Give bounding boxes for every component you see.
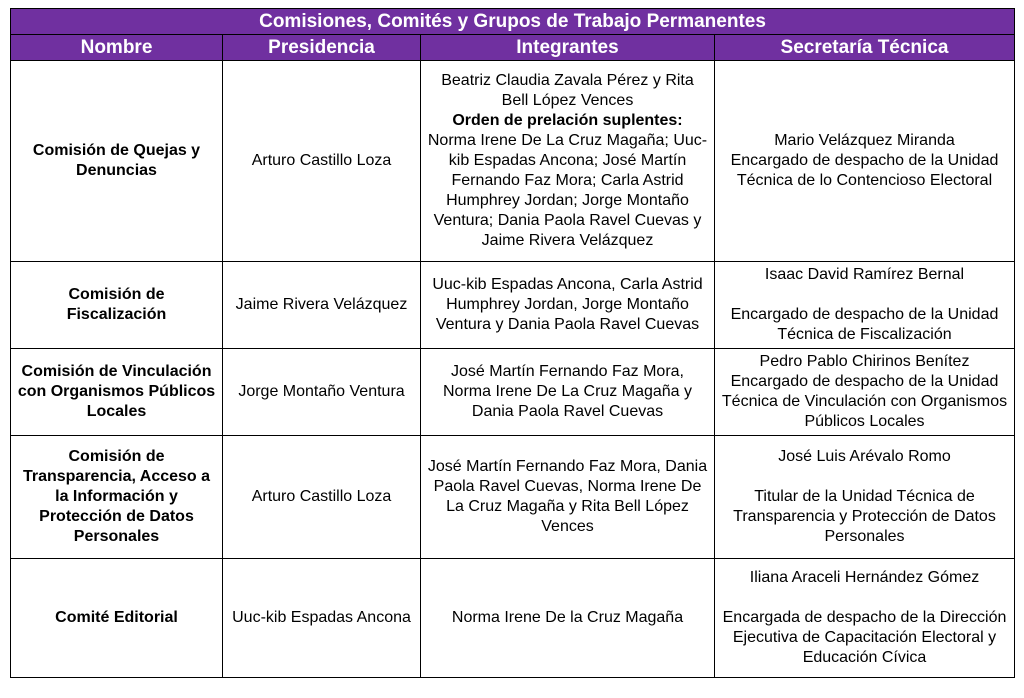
table-row <box>11 559 1015 678</box>
row-secretaria <box>715 436 1015 559</box>
row-secretaria <box>715 559 1015 678</box>
row-secretaria <box>715 262 1015 349</box>
header-presidencia: Presidencia <box>223 35 421 61</box>
header-secretaria-tecnica: Secretaría Técnica <box>715 35 1015 61</box>
header-integrantes: Integrantes <box>421 35 715 61</box>
secretaria-cargo: Encargada de despacho de la Dirección Ejecutiva de Capacitación Electoral y Educación Cívica <box>722 609 1007 666</box>
secretaria-nombre: Iliana Araceli Hernández Gómez <box>749 569 980 586</box>
row-nombre: Comité Editorial <box>11 559 223 678</box>
integrantes-titulares: Beatriz Claudia Zavala Pérez y Rita Bell López Vences <box>441 72 694 109</box>
secretaria-cargo: Encargado de despacho de la Unidad Técnica de lo Contencioso Electoral <box>730 152 999 189</box>
row-nombre: Comisión de Transparencia, Acceso a la Información y Protección de Datos Personales <box>11 436 223 559</box>
table-row <box>11 436 1015 559</box>
row-secretaria <box>715 349 1015 436</box>
secretaria-cargo: Titular de la Unidad Técnica de Transparencia y Protección de Datos Personales <box>733 488 996 545</box>
table-title: Comisiones, Comités y Grupos de Trabajo Permanentes <box>11 9 1015 35</box>
secretaria-cargo: Encargado de despacho de la Unidad Técnica de Vinculación con Organismos Públicos Locales <box>721 373 1008 430</box>
header-nombre: Nombre <box>11 35 223 61</box>
row-secretaria <box>715 61 1015 262</box>
row-presidencia: Uuc-kib Espadas Ancona <box>223 559 421 678</box>
commissions-table <box>10 8 1015 678</box>
secretaria-nombre: Isaac David Ramírez Bernal <box>764 266 965 283</box>
row-integrantes: José Martín Fernando Faz Mora, Norma Irene De La Cruz Magaña y Dania Paola Ravel Cuevas <box>421 349 715 436</box>
row-nombre: Comisión de Quejas y Denuncias <box>11 61 223 262</box>
table-row <box>11 262 1015 349</box>
secretaria-nombre: Pedro Pablo Chirinos Benítez <box>759 353 970 370</box>
integrantes-suplentes-label: Orden de prelación suplentes: <box>452 112 683 129</box>
row-integrantes: José Martín Fernando Faz Mora, Dania Paola Ravel Cuevas, Norma Irene De La Cruz Magaña y Rita Bell López Vences <box>421 436 715 559</box>
row-nombre: Comisión de Fiscalización <box>11 262 223 349</box>
integrantes-suplentes: Norma Irene De La Cruz Magaña; Uuc-kib Espadas Ancona; José Martín Fernando Faz Mora; Carla Astrid Humphrey Jordan; Jorge Montaño Ventura; Dania Paola Ravel Cuevas y Jaime Rivera Velázquez <box>427 132 708 249</box>
row-integrantes: Uuc-kib Espadas Ancona, Carla Astrid Humphrey Jordan, Jorge Montaño Ventura y Dania Paola Ravel Cuevas <box>421 262 715 349</box>
table-row <box>11 61 1015 262</box>
table-row <box>11 349 1015 436</box>
secretaria-cargo: Encargado de despacho de la Unidad Técnica de Fiscalización <box>730 306 999 343</box>
row-presidencia: Arturo Castillo Loza <box>223 61 421 262</box>
secretaria-nombre: Mario Velázquez Miranda <box>774 132 955 149</box>
row-presidencia: Jorge Montaño Ventura <box>223 349 421 436</box>
secretaria-nombre: José Luis Arévalo Romo <box>778 448 951 465</box>
row-integrantes: Norma Irene De la Cruz Magaña <box>421 559 715 678</box>
row-nombre: Comisión de Vinculación con Organismos Públicos Locales <box>11 349 223 436</box>
row-presidencia: Jaime Rivera Velázquez <box>223 262 421 349</box>
row-integrantes <box>421 61 715 262</box>
row-presidencia: Arturo Castillo Loza <box>223 436 421 559</box>
